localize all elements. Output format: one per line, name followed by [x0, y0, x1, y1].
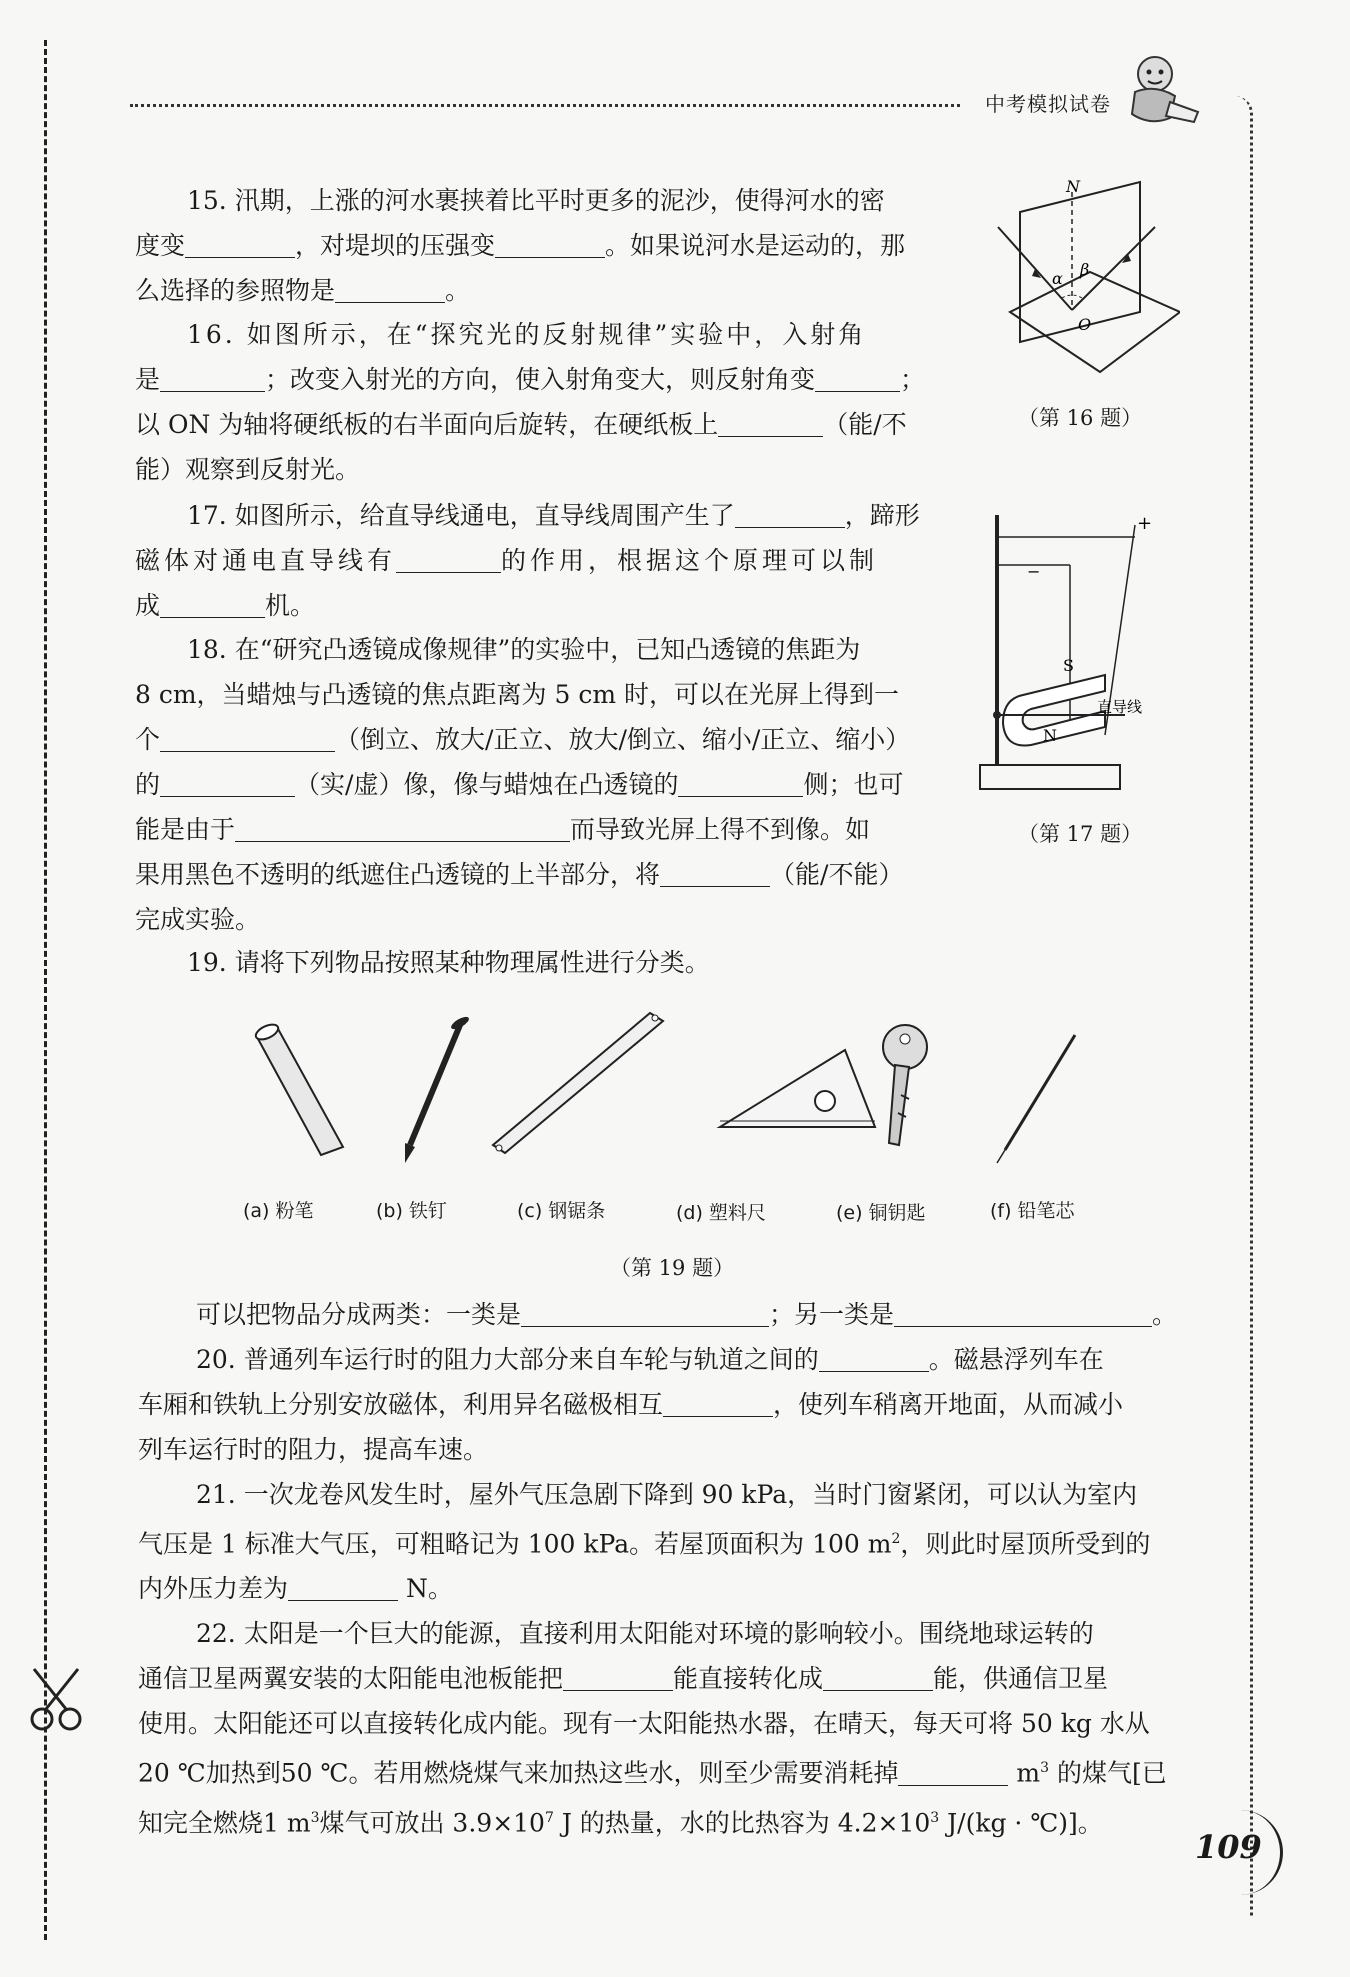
q22-line2: 通信卫星两翼安装的太阳能电池板能把 能直接转化成 能，供通信卫星 — [138, 1664, 1109, 1694]
q17-blank-2[interactable] — [396, 546, 501, 573]
item-label-d: (d) 塑料尺 — [676, 1202, 766, 1224]
q18-line6: 果用黑色不透明的纸遮住凸透镜的上半部分，将 （能/不能） — [135, 860, 904, 889]
label-s: S — [1063, 656, 1074, 675]
q19-answer-line: 可以把物品分成两类：一类是 ；另一类是 。 — [196, 1300, 1178, 1329]
q19-blank-1[interactable] — [521, 1300, 769, 1327]
plastic-triangle-ruler-icon — [720, 1050, 875, 1127]
figure-16-reflection — [980, 172, 1180, 387]
q18-line4: 的 （实/虚）像，像与蜡烛在凸透镜的 侧；也可 — [135, 770, 904, 799]
q15-line1: 15. 汛期，上涨的河水裹挟着比平时更多的泥沙，使得河水的密 — [187, 186, 885, 215]
chalk-icon — [254, 1021, 343, 1155]
label-minus: − — [1027, 562, 1041, 581]
pencil-lead-icon — [997, 1035, 1075, 1163]
q22-blank-3[interactable] — [898, 1759, 1008, 1786]
q16-blank-1[interactable] — [160, 365, 265, 392]
label-o: O — [1078, 315, 1092, 334]
figure-16-caption: （第 16 题） — [1018, 406, 1143, 430]
q21-line1: 21. 一次龙卷风发生时，屋外气压急剧下降到 90 kPa，当时门窗紧闭，可以认为室内 — [196, 1480, 1138, 1509]
cut-line — [44, 40, 47, 1940]
q18-line3: 个 （倒立、放大/正立、放大/倒立、缩小/正立、缩小） — [135, 725, 911, 754]
q17-blank-3[interactable] — [160, 591, 265, 618]
q21-line2: 气压是 1 标准大气压，可粗略记为 100 kPa。若屋顶面积为 100 $m^2$，则此时屋顶所受到的 — [138, 1529, 1151, 1559]
hacksaw-blade-icon — [493, 1013, 663, 1153]
label-plus: + — [1137, 513, 1153, 534]
q15-line3: 么选择的参照物是 。 — [135, 276, 471, 305]
item-label-a: (a) 粉笔 — [243, 1200, 314, 1222]
q18-blank-1[interactable] — [160, 725, 335, 752]
mascot-icon — [1110, 52, 1205, 132]
q18-line2: 8 cm，当蜡烛与凸透镜的焦点距离为 5 cm 时，可以在光屏上得到一 — [135, 680, 900, 709]
q18-line5: 能是由于 而导致光屏上得不到像。如 — [135, 815, 871, 844]
scissors-icon — [26, 1665, 86, 1735]
q22-line3: 使用。太阳能还可以直接转化成内能。现有一太阳能热水器，在晴天，每天可将 50 kg 水从 — [138, 1709, 1150, 1739]
page-frame-right — [1225, 96, 1253, 1916]
q17-line1: 17. 如图所示，给直导线通电，直导线周围产生了 ，蹄形 — [187, 501, 920, 530]
q18-blank-5[interactable] — [660, 860, 770, 887]
q18-blank-4[interactable] — [235, 815, 570, 842]
question-16 — [135, 312, 960, 492]
q19-line1: 19. 请将下列物品按照某种物理属性进行分类。 — [187, 948, 710, 977]
q16-blank-2[interactable] — [815, 365, 900, 392]
q16-line1: 16. 如图所示，在“探究光的反射规律”实验中，入射角 — [187, 320, 867, 349]
header-title: 中考模拟试卷 — [985, 92, 1111, 116]
q15-blank-1[interactable] — [185, 231, 295, 258]
q15-blank-2[interactable] — [495, 231, 605, 258]
item-label-c: (c) 钢锯条 — [517, 1200, 606, 1222]
q20-blank-2[interactable] — [663, 1390, 773, 1417]
figure-17-caption: （第 17 题） — [1018, 822, 1143, 846]
item-label-b: (b) 铁钉 — [376, 1200, 447, 1222]
question-15 — [135, 178, 960, 313]
item-label-e: (e) 铜钥匙 — [836, 1202, 926, 1224]
header-dotted-line — [130, 104, 960, 107]
q16-line2: 是 ；改变入射光的方向，使入射角变大，则反射角变 ； — [135, 365, 926, 394]
q20-line2: 车厢和铁轨上分别安放磁体，利用异名磁极相互 ，使列车稍离开地面，从而减小 — [138, 1390, 1124, 1419]
q22-blank-2[interactable] — [823, 1664, 933, 1691]
figure-19-caption: （第 19 题） — [610, 1256, 735, 1280]
question-18 — [135, 627, 960, 942]
q20-blank-1[interactable] — [819, 1345, 929, 1372]
page-number: 109 — [1195, 1828, 1262, 1866]
q17-blank-1[interactable] — [735, 501, 845, 528]
item-label-f: (f) 铅笔芯 — [990, 1200, 1075, 1222]
q22-line4: 20 ℃加热到50 ℃。若用燃烧煤气来加热这些水，则至少需要消耗掉 $m^3$ 的煤气[已 — [138, 1758, 1167, 1788]
q22-line5: 知完全燃烧1 $m^3$煤气可放出 $3.9\times 10^7$ J 的热量，水的比热容为 $4.2\times 10^3$ J/(kg · ℃)]。 — [138, 1807, 1103, 1837]
label-wire: 直导线 — [1097, 698, 1143, 716]
q22-line1: 22. 太阳是一个巨大的能源，直接利用太阳能对环境的影响较小。围绕地球运转的 — [196, 1619, 1094, 1649]
q16-line4: 能）观察到反射光。 — [135, 455, 361, 484]
q18-blank-2[interactable] — [160, 770, 295, 797]
q15-line2: 度变 ，对堤坝的压强变 。如果说河水是运动的，那 — [135, 231, 906, 260]
q21-line3: 内外压力差为 N。 — [138, 1574, 453, 1604]
q17-line3: 成 机。 — [135, 591, 316, 620]
label-n: N — [1066, 177, 1080, 196]
label-n-pole: N — [1043, 726, 1057, 745]
q16-blank-3[interactable] — [718, 410, 823, 437]
lower-questions — [138, 1292, 1198, 1845]
figure-19-items — [245, 1005, 1085, 1165]
iron-nail-icon — [405, 1015, 471, 1163]
label-beta: β — [1080, 260, 1090, 279]
q15-blank-3[interactable] — [335, 276, 445, 303]
copper-key-icon — [883, 1025, 927, 1145]
q17-line2: 磁体对通电直导线有 的作用，根据这个原理可以制 — [135, 546, 879, 575]
q22-blank-1[interactable] — [563, 1664, 673, 1691]
q20-line3: 列车运行时的阻力，提高车速。 — [138, 1435, 489, 1464]
figure-17-motor — [975, 505, 1180, 805]
q16-line3: 以 ON 为轴将硬纸板的右半面向后旋转，在硬纸板上 （能/不 — [135, 410, 907, 439]
q21-blank-1[interactable] — [288, 1574, 398, 1601]
q18-line1: 18. 在“研究凸透镜成像规律”的实验中，已知凸透镜的焦距为 — [187, 635, 861, 664]
q20-line1: 20. 普通列车运行时的阻力大部分来自车轮与轨道之间的 。磁悬浮列车在 — [196, 1345, 1104, 1374]
label-alpha: α — [1052, 269, 1063, 288]
question-17 — [135, 493, 960, 628]
q18-blank-3[interactable] — [678, 770, 803, 797]
q18-line7: 完成实验。 — [135, 905, 261, 934]
q19-blank-2[interactable] — [894, 1300, 1152, 1327]
